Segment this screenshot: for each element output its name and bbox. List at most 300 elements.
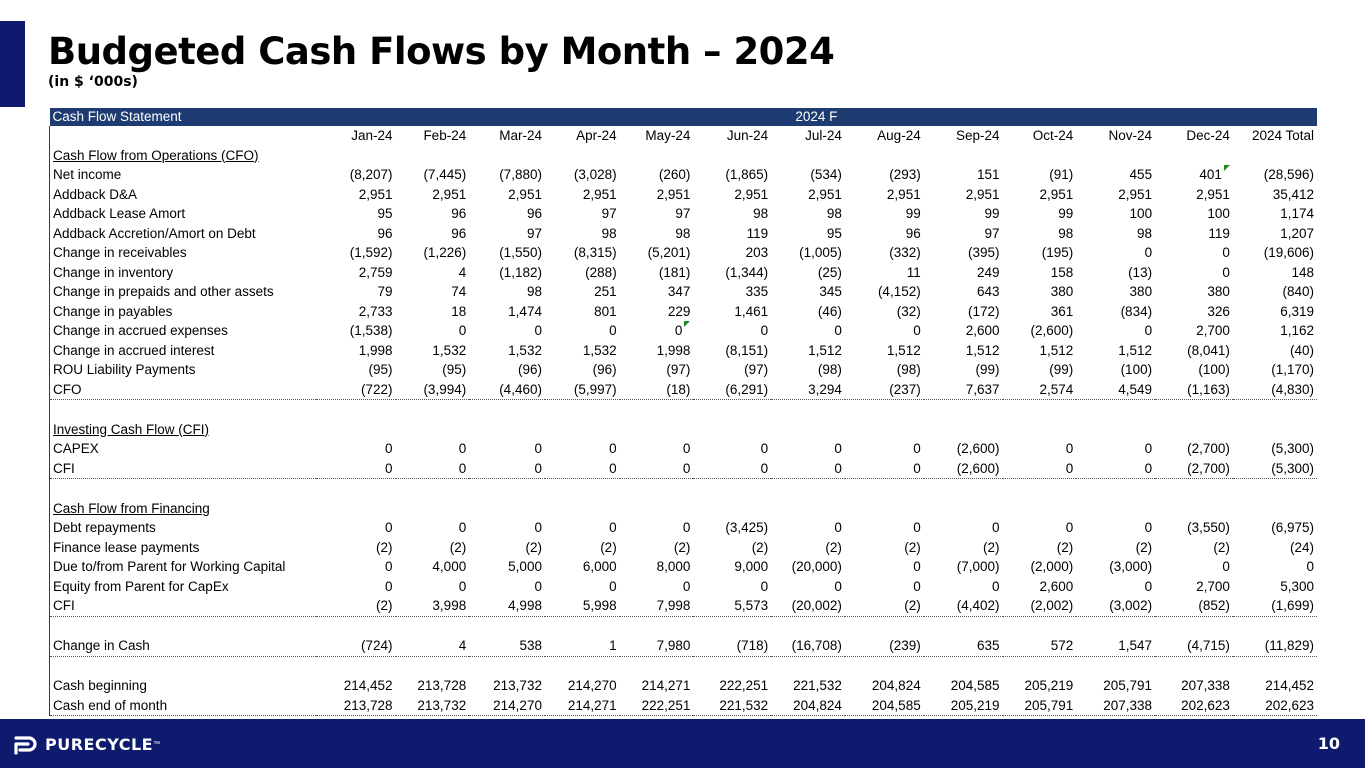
table-cell — [469, 282, 545, 302]
table-cell — [693, 321, 771, 341]
table-cell — [1233, 341, 1317, 361]
table-cell — [1233, 282, 1317, 302]
cell-value: 1,512 — [1118, 342, 1153, 358]
table-cell — [924, 459, 1003, 479]
table-cell — [620, 479, 694, 499]
cell-value: 2,951 — [582, 186, 617, 202]
table-cell — [396, 499, 470, 519]
table-cell — [620, 302, 694, 322]
table-cell — [1155, 636, 1233, 656]
cell-value: 0 — [760, 323, 769, 338]
table-cell — [771, 243, 845, 263]
table-cell — [924, 696, 1003, 716]
cell-value: 0 — [834, 460, 842, 476]
row-label: Addback Lease Amort — [50, 204, 316, 224]
cell-value: (2) — [1056, 539, 1074, 555]
table-cell — [1076, 577, 1155, 597]
cell-value: 100 — [1129, 206, 1153, 221]
table-cell — [396, 577, 470, 597]
table-cell — [620, 596, 694, 616]
cell-value: (3,028) — [573, 167, 617, 182]
cell-value: (13) — [1128, 264, 1153, 280]
cell-value: 345 — [819, 284, 842, 299]
row-label — [50, 479, 316, 499]
table-cell — [924, 185, 1003, 205]
footer-bar — [0, 719, 1365, 768]
table-cell — [924, 400, 1003, 420]
table-row — [50, 243, 1318, 263]
cell-value: 0 — [913, 578, 921, 594]
cell-value: 0 — [834, 323, 842, 338]
table-cell — [1233, 459, 1317, 479]
table-cell — [1155, 459, 1233, 479]
cell-value: (1,182) — [499, 264, 542, 280]
table-cell — [1233, 696, 1317, 716]
cell-value: (95) — [442, 362, 467, 377]
row-label: CAPEX — [50, 439, 316, 459]
table-cell — [545, 165, 620, 185]
table-cell — [1233, 380, 1317, 400]
cell-value: (19,606) — [1263, 245, 1314, 260]
cell-value: 2,951 — [432, 186, 467, 202]
table-cell — [469, 459, 545, 479]
page-title: Budgeted Cash Flows by Month – 2024 — [48, 30, 835, 73]
table-cell — [316, 165, 396, 185]
table-cell — [396, 263, 470, 283]
cell-value: (1,592) — [349, 245, 393, 260]
table-cell — [1076, 499, 1155, 519]
table-cell — [545, 596, 620, 616]
column-header: May-24 — [645, 128, 691, 143]
table-cell — [693, 400, 771, 420]
table-cell — [1003, 676, 1077, 696]
table-cell — [469, 656, 545, 676]
table-cell — [396, 439, 470, 459]
table-cell — [1076, 321, 1155, 341]
row-label: Change in receivables — [50, 243, 316, 263]
cell-value: 1,547 — [1118, 638, 1153, 653]
table-row — [50, 302, 1318, 322]
cell-value: 1,998 — [358, 342, 393, 358]
cell-value: (98) — [817, 362, 842, 377]
cell-value: 204,585 — [871, 697, 921, 713]
cell-value: 0 — [609, 578, 617, 594]
cell-value: 1,532 — [432, 342, 467, 358]
table-cell — [1155, 656, 1233, 676]
cell-value: 1,998 — [656, 342, 691, 358]
cell-value: (97) — [744, 362, 769, 377]
table-cell — [620, 204, 694, 224]
table-cell — [620, 224, 694, 244]
cell-value: 4,998 — [508, 598, 542, 613]
cell-value: 1 — [609, 638, 617, 653]
table-cell — [469, 479, 545, 499]
cell-value: (99) — [975, 362, 1000, 377]
cell-value: (718) — [736, 638, 769, 653]
table-row — [50, 360, 1318, 380]
cell-value: (852) — [1198, 598, 1230, 613]
cell-value: 0 — [760, 441, 769, 456]
cell-value: (4,715) — [1187, 638, 1230, 653]
cell-value: 0 — [913, 323, 921, 338]
table-cell — [845, 341, 924, 361]
cell-value: 97 — [526, 225, 542, 241]
cell-value: 0 — [1144, 460, 1153, 476]
cash-flow-table — [49, 108, 1317, 716]
cell-value: 5,998 — [582, 598, 617, 613]
table-cell — [620, 185, 694, 205]
table-cell — [845, 420, 924, 440]
cell-value: 0 — [385, 578, 393, 594]
cell-value: 9,000 — [734, 559, 769, 574]
cell-value: 572 — [1050, 638, 1074, 653]
table-cell — [396, 302, 470, 322]
table-cell — [693, 676, 771, 696]
table-cell — [545, 577, 620, 597]
table-cell — [545, 656, 620, 676]
purecycle-logo-icon — [12, 731, 39, 757]
cell-value: 0 — [760, 460, 769, 476]
table-cell — [469, 499, 545, 519]
cell-value: 96 — [905, 225, 921, 241]
table-cell — [1076, 538, 1155, 558]
table-cell — [1003, 282, 1077, 302]
table-cell — [316, 341, 396, 361]
table-cell — [924, 302, 1003, 322]
table-cell — [316, 557, 396, 577]
cell-value: 0 — [834, 578, 842, 594]
cell-value: 2,951 — [1196, 186, 1230, 202]
table-cell — [1155, 696, 1233, 716]
cell-value: 538 — [519, 638, 542, 653]
cell-value: 0 — [682, 460, 691, 476]
cell-value: 35,412 — [1272, 186, 1314, 202]
table-cell — [545, 185, 620, 205]
column-header: Mar-24 — [499, 128, 542, 143]
column-header: Feb-24 — [423, 128, 467, 143]
table-cell — [924, 538, 1003, 558]
table-cell — [469, 577, 545, 597]
cell-value: (724) — [361, 638, 393, 653]
cell-value: (2,000) — [1030, 559, 1074, 574]
table-cell — [620, 459, 694, 479]
table-cell — [845, 499, 924, 519]
cell-value: 0 — [682, 520, 691, 535]
table-cell — [693, 499, 771, 519]
cell-value: (40) — [1289, 342, 1314, 358]
cell-value: 0 — [992, 578, 1000, 594]
brand-name: PURECYCLE — [45, 734, 154, 754]
table-cell — [396, 360, 470, 380]
brand-trademark: ™ — [153, 740, 161, 748]
table-cell — [771, 459, 845, 479]
cell-value: 1,532 — [582, 342, 617, 358]
cell-value: (2,600) — [956, 441, 1000, 456]
cell-value: 98 — [826, 206, 842, 221]
cell-value: 4 — [458, 638, 467, 653]
table-cell — [693, 577, 771, 597]
row-label: Change in payables — [50, 302, 316, 322]
table-cell — [845, 360, 924, 380]
table-header-band — [50, 108, 1318, 126]
cell-value: 0 — [1222, 559, 1230, 574]
cell-value: (2) — [751, 539, 769, 555]
table-cell — [620, 360, 694, 380]
table-cell — [693, 302, 771, 322]
table-cell — [620, 656, 694, 676]
cell-value: (5,201) — [647, 245, 691, 260]
cell-value: 0 — [385, 559, 393, 574]
table-cell — [316, 636, 396, 656]
table-cell — [1076, 400, 1155, 420]
table-cell — [924, 282, 1003, 302]
table-cell — [1003, 696, 1077, 716]
table-cell — [545, 676, 620, 696]
cell-value: 7,637 — [965, 381, 1000, 397]
table-cell — [316, 676, 396, 696]
cell-value: 2,951 — [1118, 186, 1153, 202]
table-cell — [1233, 243, 1317, 263]
row-label: Equity from Parent for CapEx — [50, 577, 316, 597]
table-cell — [845, 380, 924, 400]
row-label: Cash end of month — [50, 696, 316, 716]
table-cell — [1076, 616, 1155, 636]
table-cell — [1003, 360, 1077, 380]
table-cell — [1003, 656, 1077, 676]
cell-value: 0 — [385, 460, 393, 476]
cell-value: (2) — [1135, 539, 1153, 555]
cell-value: 335 — [745, 284, 769, 299]
table-row — [50, 400, 1318, 420]
table-cell — [620, 263, 694, 283]
table-cell — [845, 439, 924, 459]
cell-value: 214,270 — [493, 697, 542, 713]
table-cell — [1233, 400, 1317, 420]
table-cell — [1003, 596, 1077, 616]
table-cell — [1233, 185, 1317, 205]
table-cell — [1155, 341, 1233, 361]
cell-value: 2,733 — [358, 303, 393, 319]
table-cell — [469, 518, 545, 538]
table-cell — [771, 596, 845, 616]
table-cell — [693, 696, 771, 716]
cell-value: 2,951 — [734, 186, 769, 202]
table-cell — [771, 636, 845, 656]
table-cell — [545, 341, 620, 361]
cell-value: 4 — [458, 264, 467, 280]
table-cell — [469, 146, 545, 166]
cell-value: (239) — [889, 638, 921, 653]
cell-value: 229 — [667, 303, 691, 319]
table-row — [50, 263, 1318, 283]
cell-value: 1,512 — [808, 342, 842, 358]
table-cell — [845, 204, 924, 224]
table-cell — [316, 282, 396, 302]
table-cell — [620, 243, 694, 263]
table-cell — [1233, 263, 1317, 283]
table-cell — [1155, 400, 1233, 420]
cell-value: (98) — [896, 362, 921, 377]
cell-value: 18 — [451, 303, 467, 319]
cell-value: (3,425) — [725, 520, 769, 535]
cell-value: 1,207 — [1280, 225, 1314, 241]
table-cell — [620, 439, 694, 459]
table-cell — [1233, 499, 1317, 519]
table-cell — [924, 321, 1003, 341]
cell-value: 635 — [977, 638, 1000, 653]
cell-value: 96 — [451, 225, 467, 241]
table-cell — [1233, 420, 1317, 440]
column-header: Oct-24 — [1032, 128, 1074, 143]
table-cell — [316, 616, 396, 636]
table-cell — [924, 499, 1003, 519]
cell-value: 643 — [977, 284, 1000, 299]
table-cell — [316, 439, 396, 459]
cell-value: 0 — [609, 520, 617, 535]
cell-value: 74 — [451, 284, 467, 299]
table-cell — [545, 302, 620, 322]
table-cell — [1233, 557, 1317, 577]
table-cell — [693, 518, 771, 538]
cell-value: (96) — [517, 362, 542, 377]
cell-value: (5,997) — [573, 381, 617, 397]
cell-value: (2,600) — [1030, 323, 1074, 338]
row-label: CFI — [50, 596, 316, 616]
table-cell — [845, 538, 924, 558]
table-cell — [1003, 577, 1077, 597]
table-cell — [924, 380, 1003, 400]
table-cell — [620, 146, 694, 166]
table-cell — [316, 224, 396, 244]
table-cell — [1233, 538, 1317, 558]
cell-value: (20,000) — [791, 559, 842, 574]
cell-value: 3,998 — [432, 598, 467, 613]
table-cell — [771, 557, 845, 577]
cell-value: 213,732 — [417, 697, 467, 713]
table-cell — [469, 596, 545, 616]
table-cell — [396, 341, 470, 361]
cell-value: 380 — [1129, 284, 1153, 299]
table-cell — [545, 360, 620, 380]
cell-value: 0 — [458, 323, 467, 338]
table-row — [50, 518, 1318, 538]
table-cell — [1233, 360, 1317, 380]
cell-value: 0 — [534, 520, 542, 535]
cell-value: (7,000) — [956, 559, 1000, 574]
column-header: Sep-24 — [956, 128, 1000, 143]
cell-value: 326 — [1207, 303, 1230, 319]
cell-value: (96) — [592, 362, 617, 377]
table-cell — [396, 400, 470, 420]
table-cell — [396, 185, 470, 205]
table-cell — [924, 636, 1003, 656]
cell-value: (2) — [376, 598, 393, 613]
table-cell — [1155, 420, 1233, 440]
table-cell — [1233, 656, 1317, 676]
comment-flag-icon — [1224, 165, 1230, 171]
cell-value: (534) — [810, 167, 842, 182]
cell-value: (5,300) — [1271, 460, 1314, 476]
table-cell — [620, 420, 694, 440]
table-cell — [1233, 439, 1317, 459]
table-cell — [1003, 204, 1077, 224]
row-label: Finance lease payments — [50, 538, 316, 558]
table-cell — [924, 676, 1003, 696]
row-label: Change in accrued expenses — [50, 321, 316, 341]
table-cell — [469, 538, 545, 558]
table-cell — [693, 282, 771, 302]
table-cell — [1233, 146, 1317, 166]
cell-value: (20,002) — [791, 598, 842, 613]
cell-value: 0 — [1065, 520, 1074, 535]
row-label — [50, 656, 316, 676]
table-cell — [693, 185, 771, 205]
cell-value: 0 — [534, 578, 542, 594]
table-row — [50, 656, 1318, 676]
table-cell — [620, 380, 694, 400]
row-label: Net income — [50, 165, 316, 185]
table-cell — [845, 165, 924, 185]
comment-flag-icon — [684, 321, 690, 327]
cell-value: 95 — [826, 225, 842, 241]
cell-value: 251 — [594, 284, 617, 299]
table-cell — [1003, 400, 1077, 420]
table-cell — [469, 696, 545, 716]
row-label: Debt repayments — [50, 518, 316, 538]
table-cell — [845, 616, 924, 636]
row-label: Addback D&A — [50, 185, 316, 205]
table-cell — [771, 439, 845, 459]
table-cell — [845, 224, 924, 244]
table-cell — [620, 538, 694, 558]
table-cell — [771, 302, 845, 322]
cell-value: 99 — [905, 206, 921, 221]
cell-value: (8,315) — [573, 245, 617, 260]
table-cell — [693, 656, 771, 676]
table-cell — [469, 243, 545, 263]
cell-value: 249 — [977, 264, 1000, 280]
table-cell — [545, 499, 620, 519]
cell-value: (8,041) — [1187, 342, 1230, 358]
cell-value: (3,002) — [1109, 598, 1153, 613]
cell-value: 2,951 — [508, 186, 542, 202]
table-cell — [545, 321, 620, 341]
table-cell — [620, 518, 694, 538]
table-cell — [1076, 302, 1155, 322]
table-cell — [396, 636, 470, 656]
table-cell — [1076, 656, 1155, 676]
cell-value: (2) — [449, 539, 467, 555]
cell-value: 1,174 — [1280, 206, 1314, 221]
table-cell — [1076, 459, 1155, 479]
cell-value: 221,532 — [793, 678, 842, 693]
column-header: Jul-24 — [805, 128, 842, 143]
table-cell — [693, 146, 771, 166]
cell-value: 98 — [1137, 225, 1153, 241]
table-cell — [316, 380, 396, 400]
cell-value: 0 — [609, 323, 617, 338]
table-cell — [845, 459, 924, 479]
column-header: 2024 Total — [1251, 128, 1314, 143]
table-cell — [469, 165, 545, 185]
table-cell — [1003, 380, 1077, 400]
table-cell — [1003, 321, 1077, 341]
table-cell — [620, 636, 694, 656]
cell-value: (2) — [904, 598, 921, 613]
cell-value: 0 — [992, 520, 1000, 535]
table-cell — [845, 636, 924, 656]
table-cell — [1155, 557, 1233, 577]
